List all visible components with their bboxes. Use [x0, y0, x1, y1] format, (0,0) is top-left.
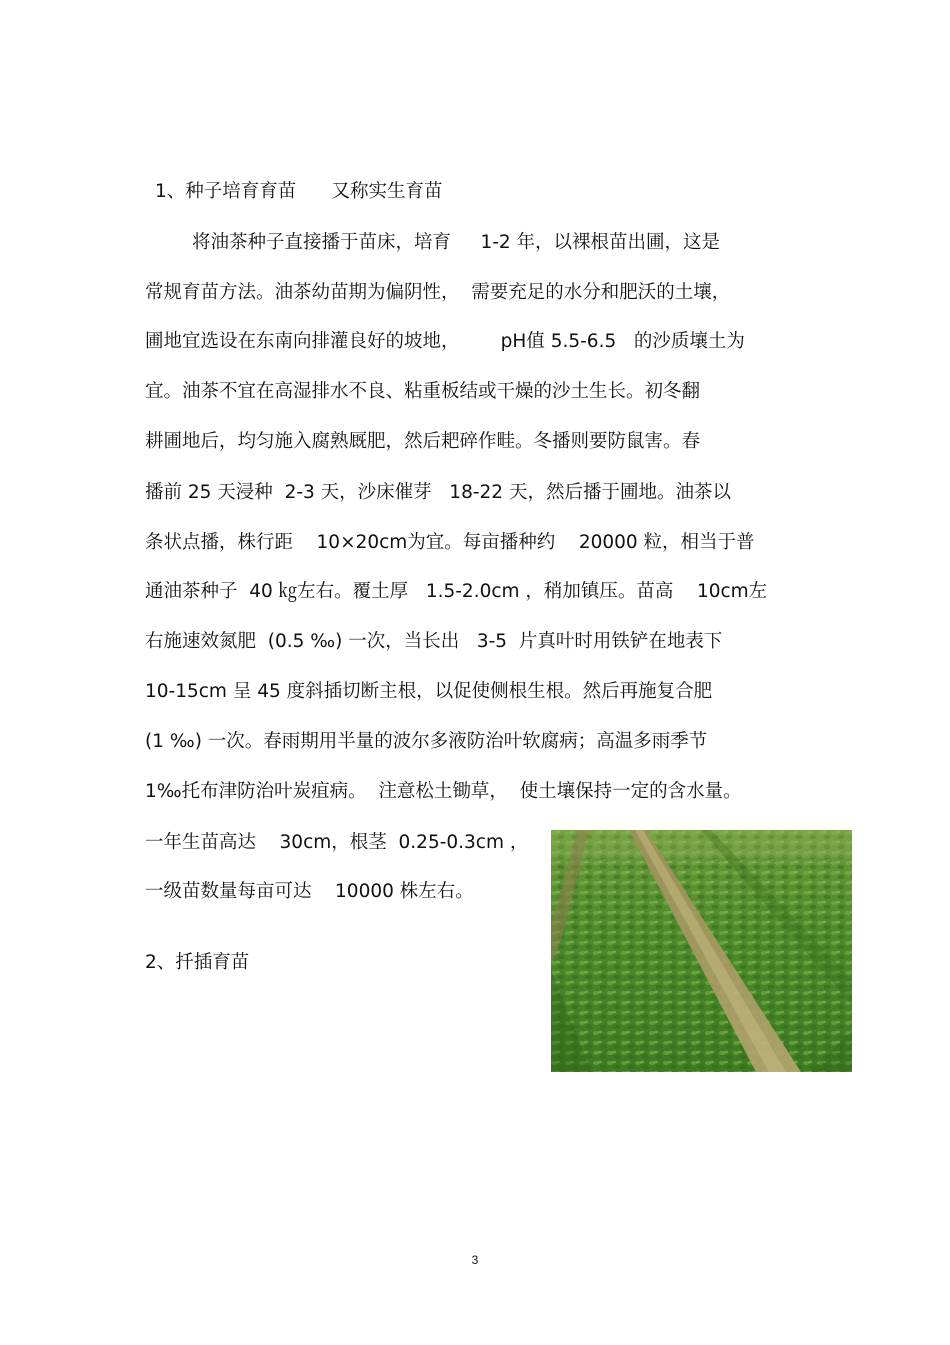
paragraph-line: 右施速效氮肥 (0.5 ‰) 一次，当长出 3-5 片真叶时用铁铲在地表下	[145, 631, 723, 652]
paragraph-line: 通油茶种子 40 ㎏左右。覆土厚 1.5-2.0cm ，稍加镇压。苗高 10cm左	[145, 581, 768, 602]
paragraph-line: 10-15cm 呈 45 度斜插切断主根，以促使侧根生根。然后再施复合肥	[145, 681, 713, 702]
seedling-field-photo	[551, 830, 852, 1072]
paragraph-line: 宜。油茶不宜在高湿排水不良、粘重板结或干燥的沙土生长。初冬翻	[145, 381, 701, 402]
paragraph-line: 1‰托布津防治叶炭疽病。 注意松土锄草， 使土壤保持一定的含水量。	[145, 781, 742, 802]
paragraph-line: 耕圃地后，均匀施入腐熟厩肥，然后耙碎作畦。冬播则要防鼠害。春	[145, 431, 701, 452]
paragraph-line: 常规育苗方法。油茶幼苗期为偏阴性， 需要充足的水分和肥沃的土壤，	[145, 282, 731, 303]
paragraph-line: 将油茶种子直接播于苗床，培育 1-2 年，以裸根苗出圃，这是	[145, 232, 721, 253]
paragraph-line: 一年生苗高达 30cm，根茎 0.25-0.3cm ，	[145, 832, 529, 853]
paragraph-line: (1 ‰) 一次。春雨期用半量的波尔多液防治叶软腐病；高温多雨季节	[145, 731, 708, 752]
section-heading-seed-seedling: 1、种子培育育苗 又称实生育苗	[155, 181, 443, 202]
paragraph-line: 圃地宜选设在东南向排灌良好的坡地， pH值 5.5-6.5 的沙质壤土为	[145, 331, 745, 352]
paragraph-line: 播前 25 天浸种 2-3 天，沙床催芽 18-22 天，然后播于圃地。油茶以	[145, 482, 731, 503]
paragraph-line: 条状点播，株行距 10×20cm为宜。每亩播种约 20000 粒，相当于普	[145, 532, 755, 553]
section-heading-cutting-seedling: 2、扦插育苗	[145, 952, 250, 973]
paragraph-line: 一级苗数量每亩可达 10000 株左右。	[145, 881, 474, 902]
page-number: 3	[471, 1253, 479, 1267]
